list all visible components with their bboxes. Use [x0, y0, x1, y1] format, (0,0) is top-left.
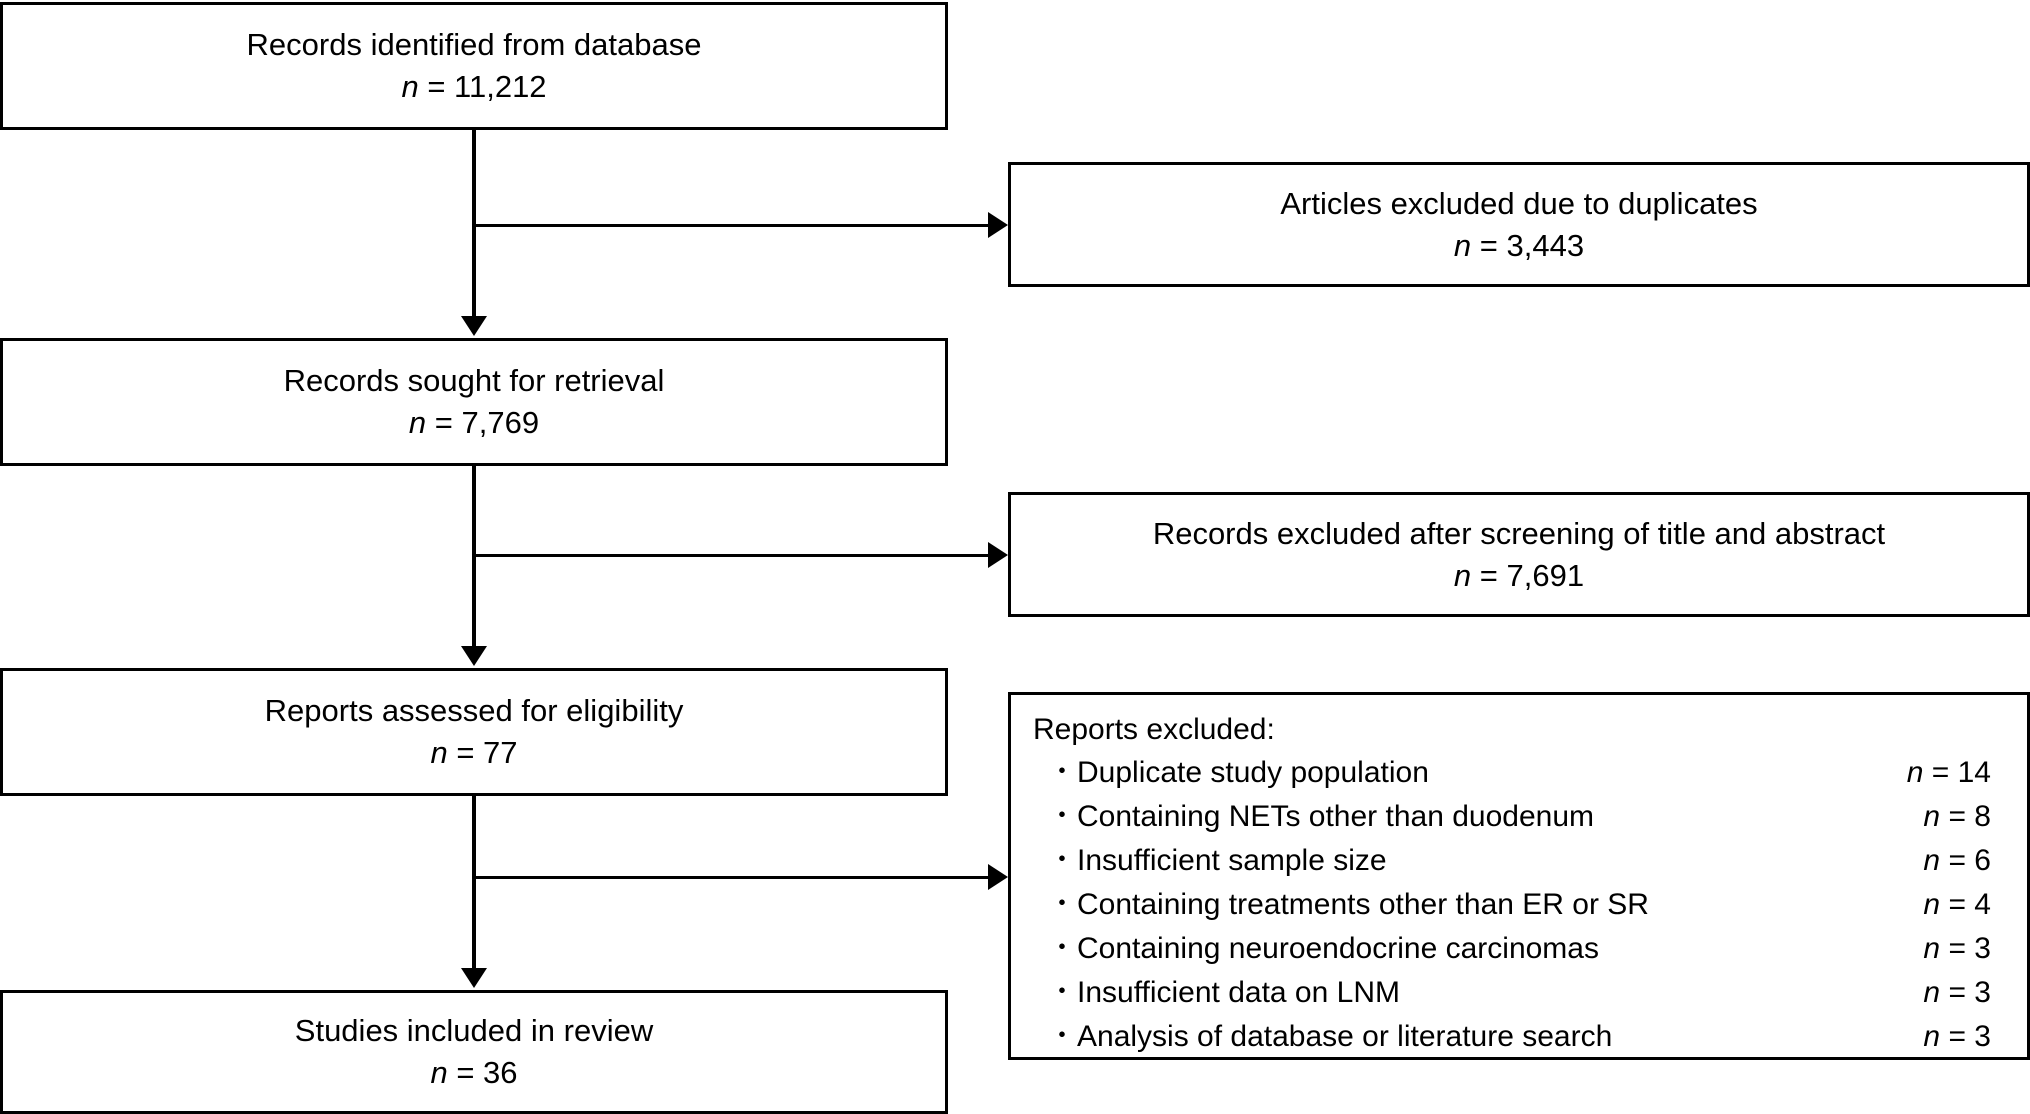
box-records-identified — [0, 2, 948, 130]
n-value: = 3,443 — [1479, 227, 1585, 263]
box-reports-assessed-count — [430, 732, 517, 774]
n-value: = 36 — [456, 1055, 518, 1090]
n-symbol: n — [430, 1055, 448, 1090]
reports-excluded-item-count — [1907, 751, 2007, 795]
reports-excluded-item — [1033, 1015, 2007, 1059]
reports-excluded-item-count — [1923, 927, 2007, 971]
n-symbol: n — [1923, 1020, 1941, 1053]
n-symbol: n — [1923, 888, 1941, 921]
n-value: = 11,212 — [427, 69, 547, 104]
n-symbol: n — [1453, 227, 1472, 263]
reports-excluded-item-count — [1923, 795, 2007, 839]
reports-excluded-item-label: ・Analysis of database or literature search — [1047, 1020, 1613, 1053]
reports-excluded-item — [1033, 971, 2007, 1015]
box-reports-assessed — [0, 668, 948, 796]
n-value: = 3 — [1948, 1020, 1991, 1053]
reports-excluded-title: Reports excluded: — [1033, 713, 1275, 746]
reports-excluded-item-label: ・Containing neuroendocrine carcinomas — [1047, 932, 1599, 965]
n-symbol: n — [430, 735, 448, 770]
n-symbol: n — [1923, 976, 1941, 1009]
n-value: = 3 — [1948, 976, 1991, 1009]
reports-excluded-item — [1033, 795, 2007, 839]
connector-horizontal-to-duplicates — [474, 224, 988, 227]
box-screening-title: Records excluded after screening of title and abstract — [1152, 515, 1886, 551]
n-value: = 3 — [1948, 932, 1991, 965]
n-symbol: n — [401, 69, 419, 104]
n-symbol: n — [408, 405, 427, 440]
box-screening-count — [1454, 555, 1584, 597]
box-records-sought-title: Records sought for retrieval — [283, 363, 665, 398]
reports-excluded-item-count — [1923, 839, 2007, 883]
reports-excluded-item-label: ・Containing treatments other than ER or SR — [1047, 888, 1649, 921]
box-records-sought-count — [409, 402, 539, 444]
reports-excluded-item — [1033, 751, 2007, 795]
reports-excluded-item-count — [1923, 883, 2007, 927]
reports-excluded-item — [1033, 839, 2007, 883]
reports-excluded-item-label: ・Insufficient data on LNM — [1047, 976, 1400, 1009]
n-value: = 8 — [1948, 800, 1991, 833]
n-value: = 77 — [456, 735, 518, 770]
box-records-excluded-screening — [1008, 492, 2030, 617]
box-articles-excluded-duplicates — [1008, 162, 2030, 287]
box-records-identified-title: Records identified from database — [246, 27, 702, 62]
box-studies-included-count — [430, 1052, 517, 1094]
connector-vertical-sought-to-assessed — [472, 466, 476, 648]
reports-excluded-item — [1033, 883, 2007, 927]
arrow-sought-to-assessed — [461, 646, 487, 666]
box-duplicates-title: Articles excluded due to duplicates — [1280, 185, 1758, 221]
arrow-to-duplicates — [988, 212, 1008, 238]
reports-excluded-item — [1033, 927, 2007, 971]
reports-excluded-item-label: ・Duplicate study population — [1047, 756, 1429, 789]
connector-horizontal-to-screening-exclusions — [474, 554, 988, 557]
n-symbol: n — [1923, 800, 1941, 833]
n-value: = 4 — [1948, 888, 1991, 921]
reports-excluded-item-count — [1923, 1015, 2007, 1059]
box-records-identified-count — [401, 66, 546, 108]
box-records-sought — [0, 338, 948, 466]
n-symbol: n — [1923, 844, 1941, 877]
n-value: = 7,691 — [1479, 557, 1585, 593]
box-duplicates-count — [1454, 225, 1584, 267]
connector-vertical-assessed-to-included — [472, 796, 476, 970]
n-symbol: n — [1906, 756, 1924, 789]
box-reports-assessed-title: Reports assessed for eligibility — [264, 693, 684, 728]
n-value: = 6 — [1948, 844, 1991, 877]
box-studies-included-title: Studies included in review — [294, 1013, 654, 1048]
box-reports-excluded — [1008, 692, 2030, 1060]
arrow-identified-to-sought — [461, 316, 487, 336]
arrow-to-reports-excluded — [988, 864, 1008, 890]
n-symbol: n — [1453, 557, 1472, 593]
reports-excluded-item-label: ・Insufficient sample size — [1047, 844, 1387, 877]
connector-horizontal-to-reports-excluded — [474, 876, 988, 879]
arrow-assessed-to-included — [461, 968, 487, 988]
n-value: = 7,769 — [434, 405, 540, 440]
box-studies-included — [0, 990, 948, 1114]
reports-excluded-item-label: ・Containing NETs other than duodenum — [1047, 800, 1595, 833]
n-symbol: n — [1923, 932, 1941, 965]
n-value: = 14 — [1931, 756, 1991, 789]
reports-excluded-item-count — [1923, 971, 2007, 1015]
arrow-to-screening-exclusions — [988, 542, 1008, 568]
